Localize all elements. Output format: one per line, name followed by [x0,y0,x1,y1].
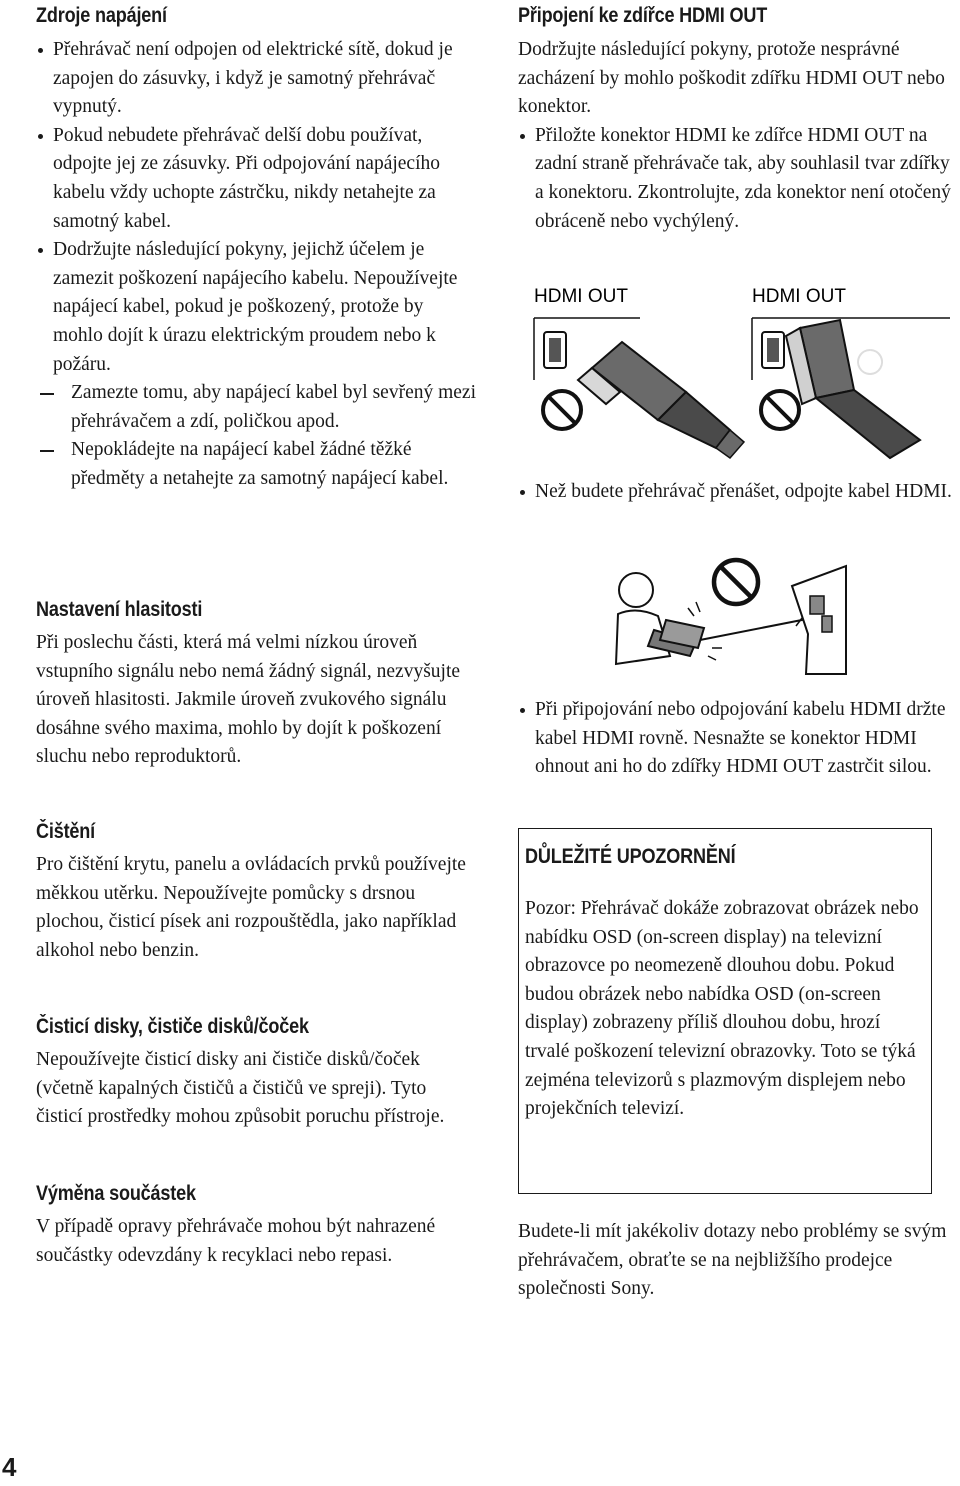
hdmi-connector-icon [786,320,920,458]
prohibited-icon [714,560,758,604]
carrying-player-figure [596,556,856,684]
hdmi-bullet-1: Přiložte konektor HDMI ke zdířce HDMI OUT na zadní straně přehrávače tak, aby souhlasil tvar zdířky a konektoru. Zkontrolujte, zda konektor není otočený obráceně nebo vychýlený. [518,122,952,236]
section-parts [36,1180,476,1270]
page-number: 4 [2,1452,17,1482]
parts-text: V případě opravy přehrávače mohou být nahrazené součástky odevzdány k recyklaci nebo repasi. [36,1216,436,1266]
hdmi-connector-icon [578,342,744,458]
prohibited-icon [761,391,799,429]
important-notice-box [518,828,932,1194]
power-bullet-1: Přehrávač není odpojen od elektrické sítě, dokud je zapojen do zásuvky, i když je samotný přehrávač vypnutý. [36,36,476,122]
section-title-cleaning-discs: Čisticí disky, čističe disků/čoček [36,1015,309,1038]
cleaning-discs-text: Nepoužívejte čisticí disky ani čističe disků/čoček (včetně kapalných čističů a čističů ve spreji). Tyto čisticí prostředky mohou způsobit poruchu přístroje. [36,1049,445,1128]
notice-text: Pozor: Přehrávač dokáže zobrazovat obrázek nebo nabídku OSD (on-screen display) na televizní obrazovce po neomezeně dlouhou dobu. Pokud budou obrázek nebo nabídka OSD (on-screen display) zobrazeny příliš dlouhou dobu, hrozí trvalé poškození televizní obrazovky. Toto se týká zejména televizorů s plazmovým displejem nebo projekčních televizí. [525,898,919,1120]
hdmi-connection-figure [530,280,950,460]
hdmi-figure-label-right: HDMI OUT [752,286,846,307]
section-cleaning [36,818,476,965]
power-dash-list [36,379,476,493]
hdmi-bullet-2: Než budete přehrávač přenášet, odpojte kabel HDMI. [518,478,952,507]
section-cleaning-discs [36,1013,476,1132]
notice-title: DŮLEŽITÉ UPOZORNĚNÍ [525,845,736,868]
section-title-hdmi: Připojení ke zdířce HDMI OUT [518,4,768,27]
power-dash-1: Zamezte tomu, aby napájecí kabel byl sevřený mezi přehrávačem a zdí, poličkou apod. [36,379,476,436]
hdmi-bullet-list-2 [518,478,952,507]
hdmi-bullet-list-3 [518,696,952,782]
power-bullet-list [36,36,476,379]
power-bullet-2: Pokud nebudete přehrávač delší dobu používat, odpojte jej ze zásuvky. Při odpojování napájecího kabelu vždy uchopte zástrčku, nikdy netahejte za samotný kabel. [36,122,476,236]
section-hdmi [518,2,952,236]
hdmi-figure-label-left: HDMI OUT [534,286,628,307]
section-power [36,2,476,494]
section-title-cleaning: Čištění [36,820,96,843]
hdmi-intro: Dodržujte následující pokyny, protože nesprávné zacházení by mohlo poškodit zdířku HDMI OUT nebo konektor. [518,39,945,118]
section-volume [36,596,476,772]
cleaning-text: Pro čištění krytu, panelu a ovládacích prvků používejte měkkou utěrku. Nepoužívejte pomůcky s drsnou plochou, čisticí písek ani rozpouštědla, jako například alkohol nebo benzin. [36,854,466,961]
prohibited-icon [543,391,581,429]
section-title-power: Zdroje napájení [36,4,167,27]
power-bullet-3: Dodržujte následující pokyny, jejichž účelem je zamezit poškození napájecího kabelu. Nepoužívejte napájecí kabel, pokud je poškozený, protože by mohlo dojít k úrazu elektrickým proudem nebo k požáru. [36,236,476,379]
hdmi-bullet-3: Při připojování nebo odpojování kabelu HDMI držte kabel HDMI rovně. Nesnažte se konektor HDMI ohnout ani ho do zdířky HDMI OUT zastrčit silou. [518,696,952,782]
section-title-parts: Výměna součástek [36,1182,196,1205]
person-carrying-player-icon [616,573,704,664]
volume-text: Při poslechu části, která má velmi nízkou úroveň vstupního signálu nebo nemá žádný signál, nezvyšujte úroveň hlasitosti. Jakmile úroveň zvukového signálu dosáhne svého maxima, mohlo by dojít k poškození sluchu nebo reproduktorů. [36,632,461,768]
section-title-volume: Nastavení hlasitosti [36,598,203,621]
hdmi-bullet-list-1 [518,122,952,236]
closing-text: Budete-li mít jakékoliv dotazy nebo problémy se svým přehrávačem, obraťte se na nejbližšího prodejce společnosti Sony. [518,1221,947,1300]
power-dash-2: Nepokládejte na napájecí kabel žádné těžké předměty a netahejte za samotný napájecí kabel. [36,436,476,493]
